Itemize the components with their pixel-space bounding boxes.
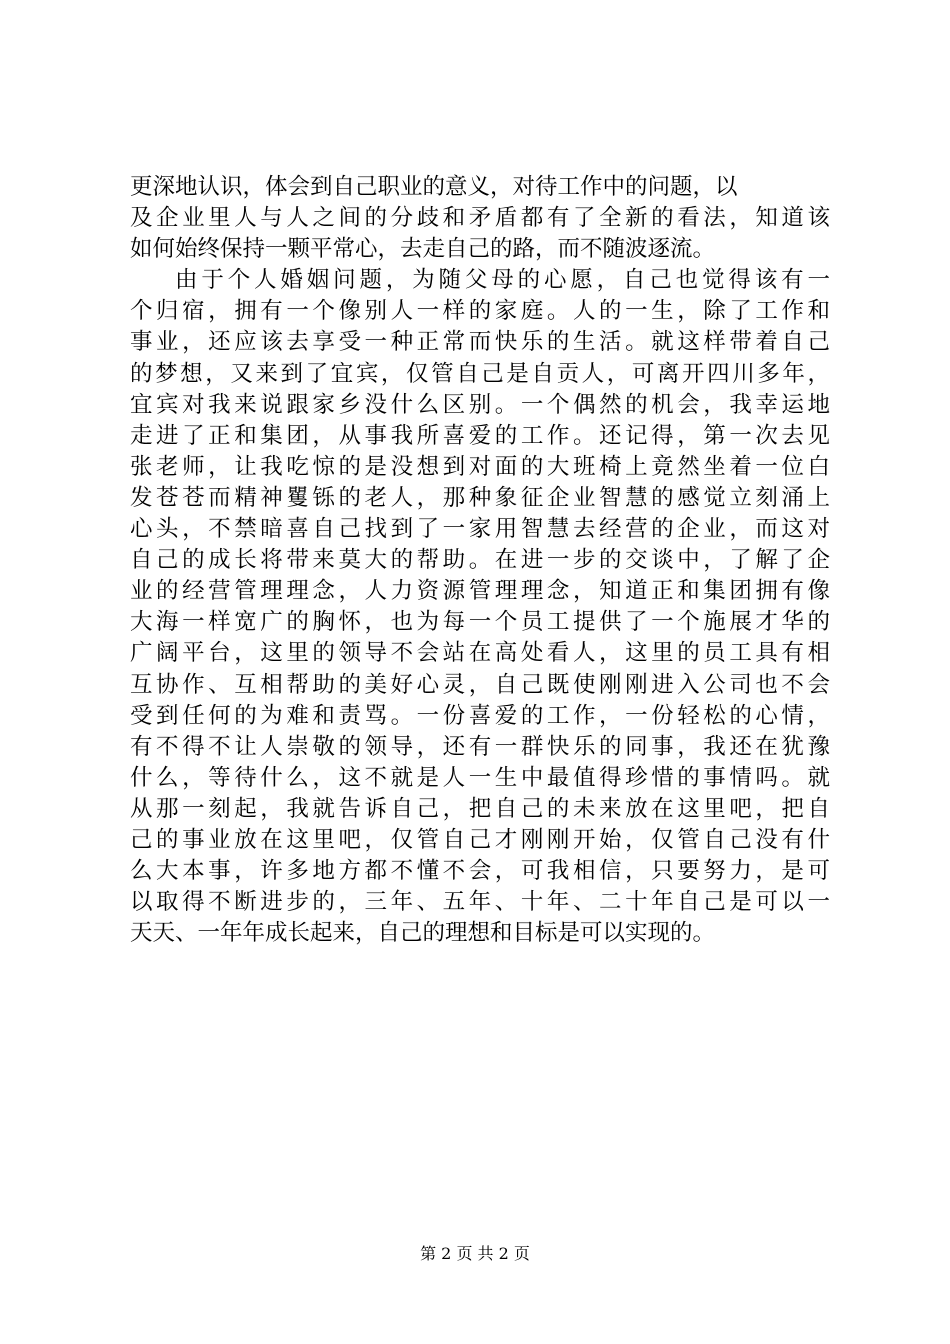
text-line: 业的经营管理理念，人力资源管理理念，知道正和集团拥有像	[130, 578, 830, 605]
text-line: 以取得不断进步的，三年、五年、十年、二十年自己是可以一	[130, 889, 830, 916]
text-line: 天天、一年年成长起来，自己的理想和目标是可以实现的。	[130, 920, 716, 947]
text-line: 心头，不禁暗喜自己找到了一家用智慧去经营的企业，而这对	[130, 516, 830, 543]
paragraph-first-line: 由于个人婚姻问题，为随父母的心愿，自己也觉得该有一	[175, 267, 830, 294]
text-line: 的梦想，又来到了宜宾，仅管自己是自贡人，可离开四川多年，	[130, 360, 830, 387]
text-line: 张老师，让我吃惊的是没想到对面的大班椅上竟然坐着一位白	[130, 453, 830, 480]
text-line: 么大本事，许多地方都不懂不会，可我相信，只要努力，是可	[130, 858, 830, 885]
text-line: 走进了正和集团，从事我所喜爱的工作。还记得，第一次去见	[130, 422, 830, 449]
text-line: 如何始终保持一颗平常心，去走自己的路，而不随波逐流。	[130, 236, 716, 263]
text-line: 事业，还应该去享受一种正常而快乐的生活。就这样带着自己	[130, 329, 830, 356]
text-line: 从那一刻起，我就告诉自己，把自己的未来放在这里吧，把自	[130, 795, 830, 822]
text-line: 大海一样宽广的胸怀，也为每一个员工提供了一个施展才华的	[130, 609, 830, 636]
text-line: 个归宿，拥有一个像别人一样的家庭。人的一生，除了工作和	[130, 298, 830, 325]
text-line: 更深地认识，体会到自己职业的意义，对待工作中的问题，以	[130, 174, 738, 200]
text-line: 有不得不让人崇敬的领导，还有一群快乐的同事，我还在犹豫	[130, 733, 830, 760]
text-line: 及企业里人与人之间的分歧和矛盾都有了全新的看法，知道该	[130, 205, 830, 232]
text-line: 己的事业放在这里吧，仅管自己才刚刚开始，仅管自己没有什	[130, 826, 830, 853]
text-line: 什么，等待什么，这不就是人一生中最值得珍惜的事情吗。就	[130, 764, 830, 791]
text-line: 宜宾对我来说跟家乡没什么区别。一个偶然的机会，我幸运地	[130, 391, 830, 418]
text-line: 发苍苍而精神矍铄的老人，那种象征企业智慧的感觉立刻涌上	[130, 484, 830, 511]
text-line: 自己的成长将带来莫大的帮助。在进一步的交谈中，了解了企	[130, 547, 830, 574]
text-line: 互协作、互相帮助的美好心灵，自己既使刚刚进入公司也不会	[130, 671, 830, 698]
text-line: 广阔平台，这里的领导不会站在高处看人，这里的员工具有相	[130, 640, 830, 667]
text-line: 受到任何的为难和责骂。一份喜爱的工作，一份轻松的心情，	[130, 702, 830, 729]
body-text	[130, 172, 830, 949]
page-footer: 第 2 页 共 2 页	[420, 1244, 530, 1263]
